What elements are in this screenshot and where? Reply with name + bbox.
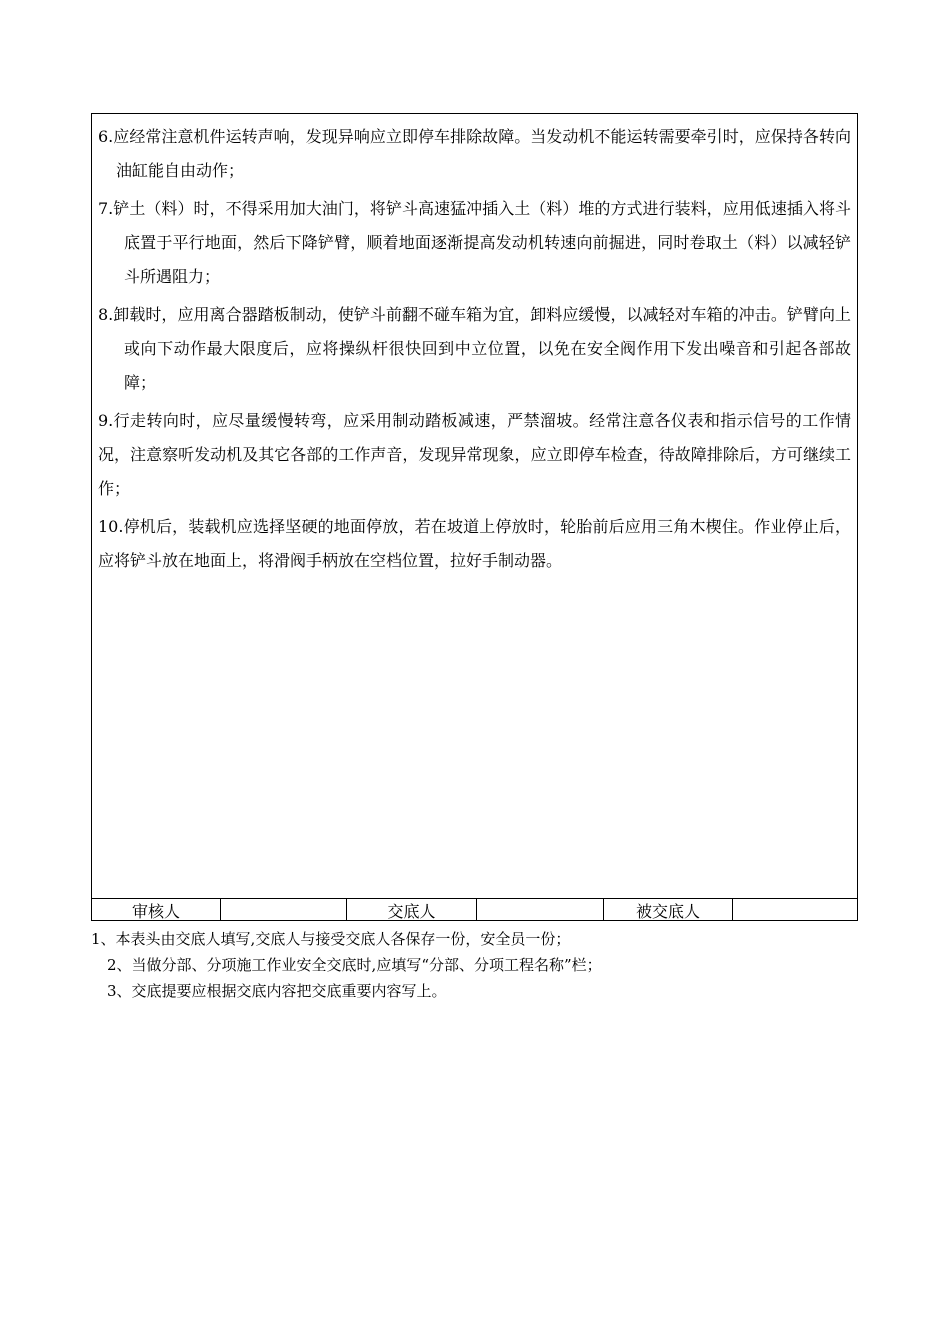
item-text: 行走转向时，应尽量缓慢转弯，应采用制动踏板减速，严禁溜坡。经常注意各仪表和指示信号的工作情况，注意察听发动机及其它各部的工作声音，发现异常现象，应立即停车检查，待故障排除后，方可继续工作； [98, 411, 851, 498]
item-number: 10. [98, 517, 124, 536]
signature-row [92, 898, 857, 921]
receiver-field[interactable] [733, 899, 857, 921]
item-9 [98, 404, 851, 506]
item-6 [98, 120, 851, 188]
item-number: 7. [98, 199, 114, 218]
disclosure-table [91, 113, 858, 921]
presenter-field[interactable] [477, 899, 604, 921]
item-text: 铲土（料）时，不得采用加大油门，将铲斗高速猛冲插入土（料）堆的方式进行装料，应用低速插入将斗底置于平行地面，然后下降铲臂，顺着地面逐渐提高发动机转速向前掘进，同时卷取土（料）以减轻铲斗所遇阻力； [113, 199, 851, 286]
item-10 [98, 510, 851, 578]
item-text: 应经常注意机件运转声响，发现异响应立即停车排除故障。当发动机不能运转需要牵引时，应保持各转向油缸能自由动作； [113, 127, 851, 180]
item-text: 卸载时，应用离合器踏板制动，使铲斗前翻不碰车箱为宜，卸料应缓慢，以减轻对车箱的冲击。铲臂向上或向下动作最大限度后，应将操纵杆很快回到中立位置，以免在安全阀作用下发出噪音和引起各部故障； [113, 305, 851, 392]
receiver-label: 被交底人 [604, 899, 733, 921]
item-7 [98, 192, 851, 294]
item-text: 停机后，装载机应选择坚硬的地面停放，若在坡道上停放时，轮胎前后应用三角木楔住。作业停止后，应将铲斗放在地面上，将滑阀手柄放在空档位置，拉好手制动器。 [98, 517, 851, 570]
reviewer-field[interactable] [221, 899, 347, 921]
note-2: 2、当做分部、分项施工作业安全交底时,应填写“分部、分项工程名称”栏； [107, 956, 602, 974]
item-number: 6. [98, 127, 114, 146]
note-3: 3、交底提要应根据交底内容把交底重要内容写上。 [107, 982, 447, 1000]
note-1: 1、本表头由交底人填写,交底人与接受交底人各保存一份，安全员一份； [91, 930, 571, 948]
item-8 [98, 298, 851, 400]
item-number: 9. [98, 411, 114, 430]
item-number: 8. [98, 305, 114, 324]
presenter-label: 交底人 [347, 899, 477, 921]
disclosure-content [92, 114, 857, 898]
reviewer-label: 审核人 [92, 899, 221, 921]
footnotes [91, 926, 861, 1004]
